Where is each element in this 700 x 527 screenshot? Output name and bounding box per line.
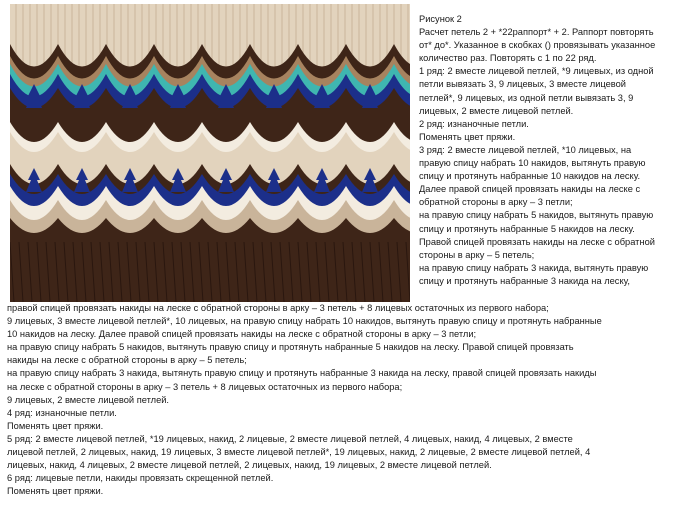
side-text-line: 3 ряд: 2 вместе лицевой петлей, *10 лицевых, на (419, 144, 632, 155)
instructions-full-width (7, 302, 697, 498)
full-text-line: 9 лицевых, 3 вместе лицевой петлей*, 10 лицевых, на правую спицу набрать 10 накидов, вытянуть правую спицу и протянуть набранные (7, 316, 602, 327)
instructions-side-column (419, 13, 696, 288)
full-text-line: 9 лицевых, 2 вместе лицевой петлей. (7, 394, 170, 405)
side-text-line: Правой спицей провязать накиды на леске с обратной (419, 236, 655, 247)
side-text-line: спицу и протянуть набранные 10 накидов на леску. (419, 171, 641, 182)
full-text-line: Поменять цвет пряжи. (7, 420, 104, 431)
full-text-line: 6 ряд: лицевые петли, накиды провязать скрещенной петлей. (7, 473, 274, 484)
side-text-line: обратной стороны в арку – 3 петли; (419, 197, 573, 208)
knitting-sample-illustration (10, 4, 410, 302)
full-text-line: лицевой петлей, 2 лицевых, накид, 19 лицевых, 3 вместе лицевой петлей*, 19 лицевых, накид, 2 лицевые, 2 вместе лицевой петлей, 4 (7, 447, 591, 458)
side-text-line: Расчет петель 2 + *22раппорт* + 2. Раппорт повторять (419, 27, 654, 38)
full-text-line: лицевых, накид, 4 лицевых, 2 вместе лицевой петлей, 2 лицевых, накид, 19 лицевых, 2 вместе лицевой петлей. (7, 460, 492, 471)
side-text-line: Далее правой спицей провязать накиды на леске с (419, 184, 641, 195)
full-text-line: правой спицей провязать накиды на леске с обратной стороны в арку – 3 петель + 8 лицевых остаточных из первого набора; (7, 303, 549, 313)
side-text-line: количество раз. Повторять с 1 по 22 ряд. (419, 53, 597, 64)
knitting-sample-photo (10, 4, 410, 302)
full-text-line: на правую спицу набрать 5 накидов, вытянуть правую спицу и протянуть набранные 5 накидов на леску. Правой спицей провязать (7, 342, 574, 353)
full-text-line: накиды на леске с обратной стороны в арку – 5 петель; (7, 355, 247, 366)
side-text-line: 1 ряд: 2 вместе лицевой петлей, *9 лицевых, из одной (419, 66, 654, 77)
full-text-line: 10 накидов на леску. Далее правой спицей провязать накиды на леске с обратной стороны в арку – 3 петли; (7, 329, 477, 340)
side-text-line: правую спицу набрать 10 накидов, вытянуть правую (419, 158, 646, 169)
side-text-line: петли вывязать 3, 9 лицевых, 3 вместе лицевой (419, 79, 627, 90)
side-text-line: Поменять цвет пряжи. (419, 131, 516, 142)
full-text-line: 4 ряд: изнаночные петли. (7, 407, 117, 418)
full-text-line: на леске с обратной стороны в арку – 3 петель + 8 лицевых остаточных из первого набора; (7, 381, 403, 392)
full-text-line: Поменять цвет пряжи. (7, 486, 104, 497)
side-text-line: стороны в арку – 5 петель; (419, 249, 535, 260)
side-text-line: Рисунок 2 (419, 14, 462, 24)
side-text-line: на правую спицу набрать 3 накида, вытянуть правую (419, 262, 649, 273)
side-text-line: от* до*. Указанное в скобках () провязывать указанное (419, 40, 656, 51)
full-text-line: на правую спицу набрать 3 накида, вытянуть правую спицу и протянуть набранные 3 накида на леску, правой спицей провязать накиды (7, 368, 597, 379)
side-text-line: лицевых, 2 вместе лицевой петлей. (419, 105, 574, 116)
side-text-line: петлей*, 9 лицевых, из одной петли вывязать 3, 9 (419, 92, 634, 103)
full-text-line: 5 ряд: 2 вместе лицевой петлей, *19 лицевых, накид, 2 лицевые, 2 вместе лицевой петлей, 4 лицевых, накид, 4 лицевых, 2 вместе (7, 433, 573, 444)
side-text-line: спицу и протянуть набранные 3 накида на леску, (419, 275, 630, 286)
side-text-line: 2 ряд: изнаночные петли. (419, 118, 529, 129)
side-text-line: на правую спицу набрать 5 накидов, вытянуть правую (419, 210, 654, 221)
side-text-line: спицу и протянуть набранные 5 накидов на леску. (419, 223, 635, 234)
